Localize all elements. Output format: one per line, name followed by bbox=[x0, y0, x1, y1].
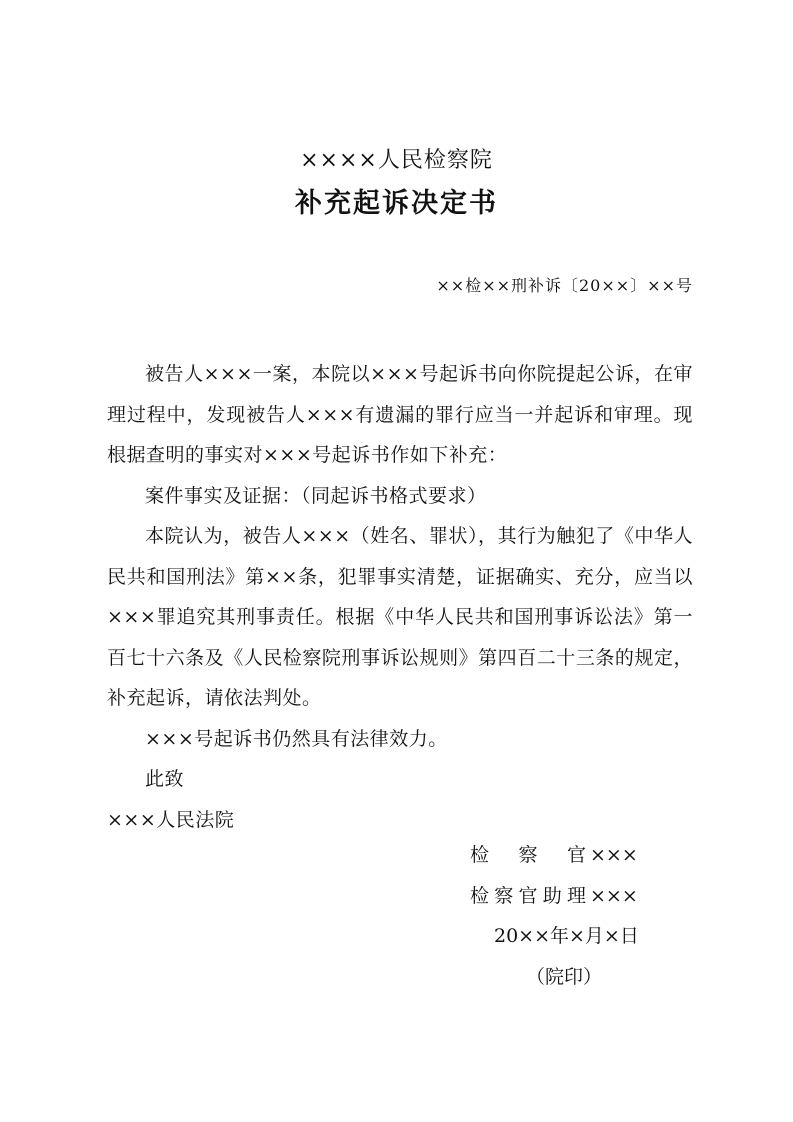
prosecutor-role: 检察官 bbox=[470, 844, 586, 866]
assistant-signature bbox=[470, 876, 639, 917]
body-paragraph-opinion: 本院认为，被告人×××（姓名、罪状），其行为触犯了《中华人民共和国刑法》第××条，犯罪事实清楚，证据确实、充分，应当以×××罪追究其刑事责任。根据《中华人民共和国刑事诉讼法》第一百七十六条及《人民检察院刑事诉讼规则》第四百二十三条的规定，补充起诉，请依法判处。 bbox=[107, 525, 693, 709]
signature-block bbox=[470, 835, 639, 997]
court-seal-label: （院印） bbox=[526, 965, 603, 988]
prosecutor-name: ××× bbox=[590, 844, 638, 866]
assistant-name: ××× bbox=[590, 884, 638, 907]
document-body bbox=[107, 354, 693, 840]
body-paragraph-intro: 被告人×××一案，本院以×××号起诉书向你院提起公诉，在审理过程中，发现被告人×××有遗漏的罪行应当一并起诉和审理。现根据查明的事实对×××号起诉书作如下补充： bbox=[107, 363, 693, 466]
organization-name: ××××人民检察院 bbox=[300, 148, 493, 173]
document-number: ××检××刑补诉〔20××〕××号 bbox=[436, 276, 693, 295]
prosecutor-signature bbox=[470, 835, 639, 876]
body-paragraph-salutation: 此致 bbox=[145, 768, 185, 790]
addressee: ×××人民法院 bbox=[107, 808, 235, 831]
assistant-role: 检察官助理 bbox=[470, 884, 586, 907]
signature-date: 20××年×月×日 bbox=[494, 925, 639, 947]
body-paragraph-facts: 案件事实及证据：（同起诉书格式要求） bbox=[145, 484, 487, 507]
document-title: 补充起诉决定书 bbox=[295, 188, 498, 219]
body-paragraph-validity: ×××号起诉书仍然具有法律效力。 bbox=[145, 727, 448, 750]
